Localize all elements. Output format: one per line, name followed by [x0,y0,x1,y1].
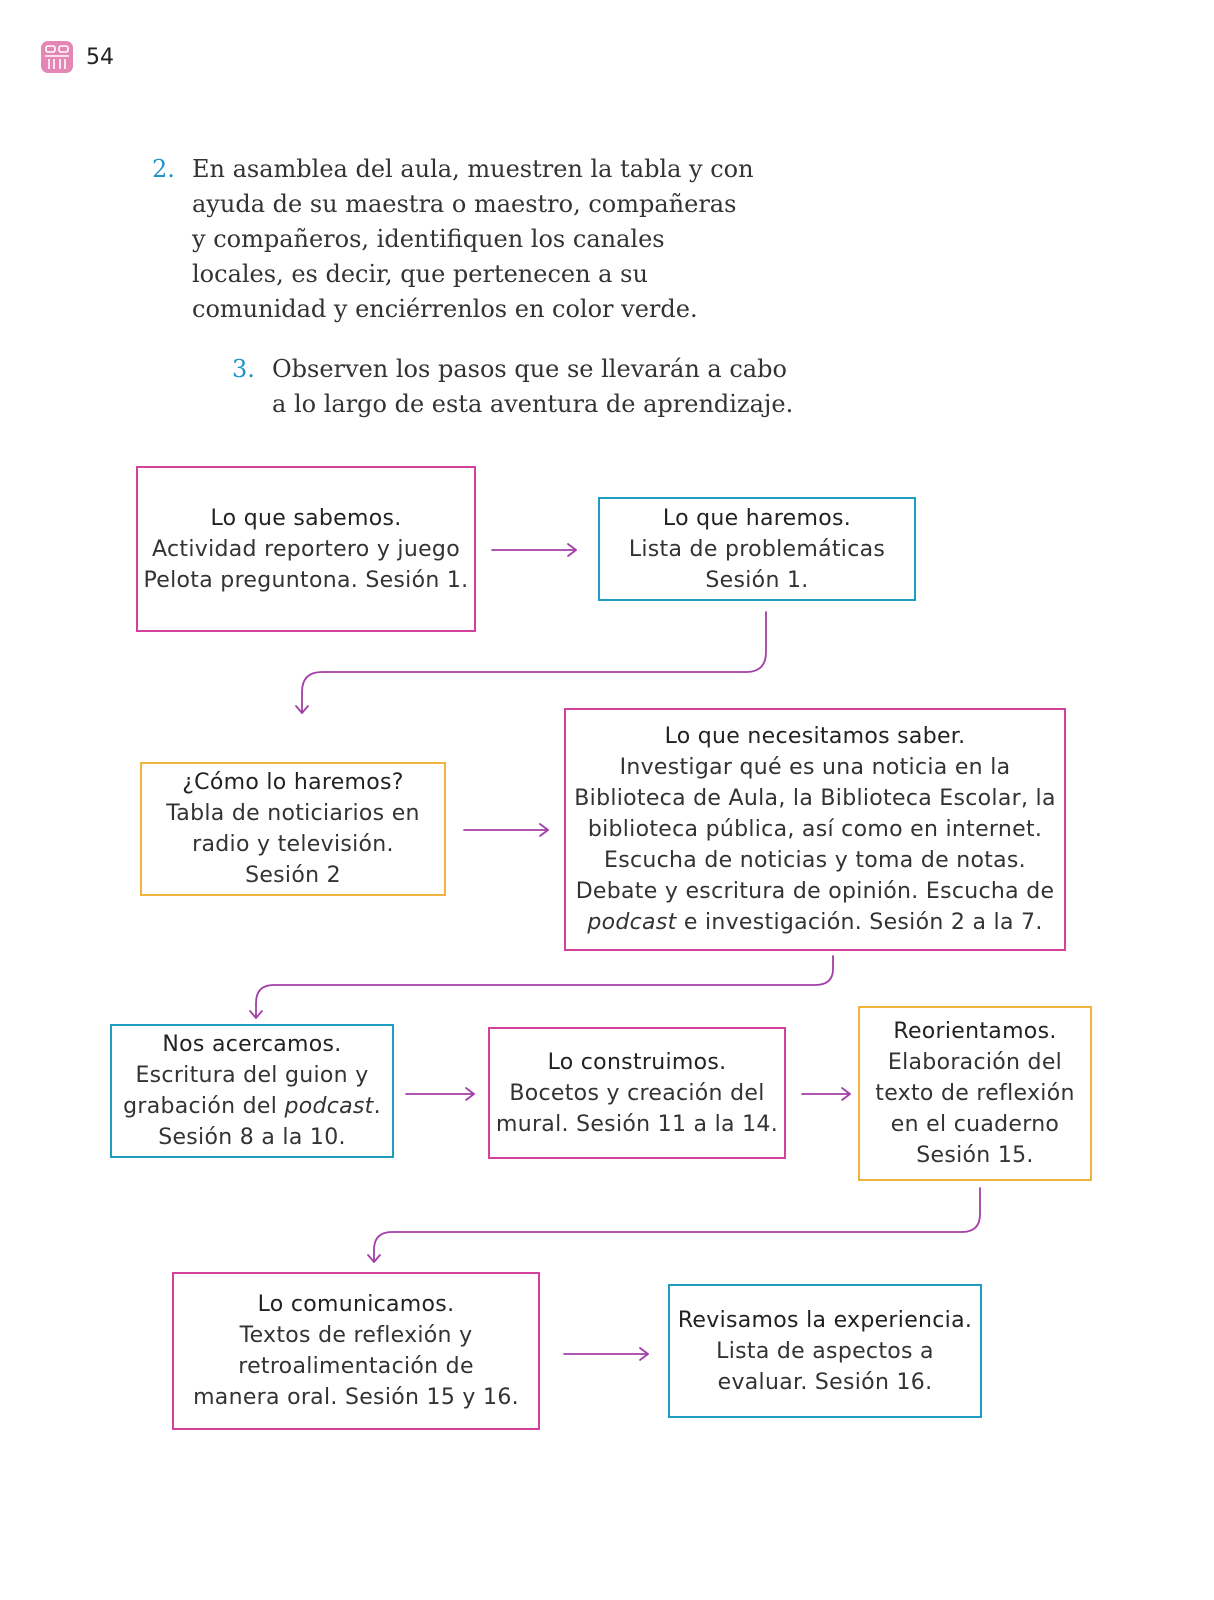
step-italic-term: podcast [284,1094,374,1119]
step-italic-term: podcast [587,910,677,935]
step-line: Actividad reportero y juego [152,536,460,562]
step-line: Sesión 15. [916,1143,1034,1168]
step-line: Sesión 2 [245,863,341,888]
step-line: Escritura del guion y [135,1063,369,1088]
flow-step-nos-acercamos [110,1024,394,1158]
step-line: Lista de problemáticas [628,536,886,562]
flow-step-lo-que-sabemos [136,466,476,632]
step-line: evaluar. Sesión 16. [717,1369,933,1395]
flow-step-como-lo-haremos [140,762,446,896]
step-line: Investigar qué es una noticia en la [619,755,1011,780]
instruction-line: En asamblea del aula, muestren la tabla y con [192,155,754,183]
step-title: Lo comunicamos. [257,1292,455,1317]
step-title: ¿Cómo lo haremos? [182,770,404,795]
step-line: biblioteca pública, así como en internet. [587,817,1043,842]
step-line: texto de reflexión [875,1081,1075,1106]
instruction-line: comunidad y enciérrenlos en color verde. [192,295,698,323]
arrow-right-icon [464,824,548,836]
arrow-right-icon [802,1088,850,1100]
arrow-right-icon [492,544,576,556]
step-line: en el cuaderno [890,1112,1060,1137]
step-line: Tabla de noticiarios en [166,801,420,826]
step-line: Pelota preguntona. Sesión 1. [143,567,469,593]
step-line: Escucha de noticias y toma de notas. [604,848,1026,873]
step-title: Lo que haremos. [662,505,852,531]
step-title: Lo construimos. [547,1049,727,1075]
flow-step-reorientamos [858,1006,1092,1181]
step-line-post: . [373,1094,381,1119]
step-title: Revisamos la experiencia. [677,1307,973,1333]
instruction-line: locales, es decir, que pertenecen a su [192,260,648,288]
instruction-line: ayuda de su maestra o maestro, compañeras [192,190,737,218]
step-title: Lo que necesitamos saber. [664,724,966,749]
instruction-number: 2. [152,155,175,183]
arrow-right-icon [564,1348,648,1360]
arrow-right-icon [406,1088,474,1100]
flow-step-lo-que-haremos [598,497,916,601]
step-line: radio y televisión. [192,832,394,857]
step-line [123,1091,381,1122]
connector-down-icon [250,956,833,1018]
instruction-line: y compañeros, identifiquen los canales [192,225,665,253]
flow-step-lo-que-necesitamos-saber [564,708,1066,951]
step-line: Sesión 1. [705,567,809,593]
step-line-pre: grabación del [123,1094,285,1119]
instruction-line: a lo largo de esta aventura de aprendizaje. [272,390,794,418]
step-line: Lista de aspectos a [716,1338,934,1364]
step-title: Nos acercamos. [162,1032,342,1057]
flow-step-lo-construimos [488,1027,786,1159]
step-line: Sesión 8 a la 10. [158,1125,346,1150]
step-line: mural. Sesión 11 a la 14. [495,1111,778,1137]
step-line: manera oral. Sesión 15 y 16. [193,1385,519,1410]
step-title: Lo que sabemos. [210,505,402,531]
step-title: Reorientamos. [893,1019,1057,1044]
step-line: retroalimentación de [238,1354,474,1379]
step-line: Debate y escritura de opinión. Escucha de [575,879,1055,904]
connector-down-icon [368,1188,980,1262]
step-line-rest: e investigación. Sesión 2 a la 7. [676,910,1043,935]
flow-step-lo-comunicamos [172,1272,540,1430]
step-line: Biblioteca de Aula, la Biblioteca Escolar, la [574,786,1056,811]
step-line: Elaboración del [887,1050,1063,1075]
step-line: Textos de reflexión y [239,1323,473,1348]
instruction-line: Observen los pasos que se llevarán a cabo [272,355,787,383]
step-line [587,907,1042,938]
step-line: Bocetos y creación del [509,1080,765,1106]
instruction-number: 3. [232,355,255,383]
page-number: 54 [86,44,114,70]
flow-step-revisamos-la-experiencia [668,1284,982,1418]
